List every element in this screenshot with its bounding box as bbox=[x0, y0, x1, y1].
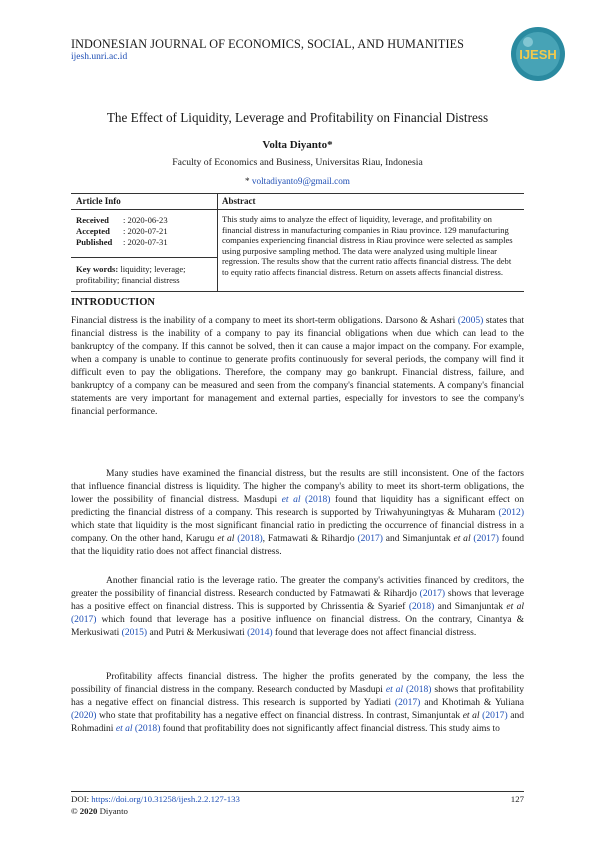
citation-link[interactable]: (2017) bbox=[357, 533, 383, 545]
citation-link[interactable]: (2005) bbox=[457, 315, 484, 326]
article-info-table bbox=[71, 193, 524, 291]
citation-link[interactable]: (2020) bbox=[71, 710, 97, 722]
text-run: which found that leverage has a positive influence on financial distress. On the contrary, Cinantya & Merkusiwati bbox=[71, 614, 524, 639]
keywords-value: liquidity; leverage; profitability; financial distress bbox=[76, 264, 186, 285]
received-label: Received bbox=[76, 215, 109, 225]
journal-logo-icon bbox=[510, 26, 566, 82]
paragraph-4 bbox=[71, 670, 524, 735]
table-header-rule bbox=[71, 209, 524, 210]
text-run: Another financial ratio is the leverage ratio. The greater the company's activities financed by creditors, the greater the possibility of financial distress. Research conducted by Fatmawati & Rihardjo bbox=[71, 575, 524, 600]
citation-link[interactable]: (2018) bbox=[234, 533, 263, 545]
article-dates bbox=[76, 215, 168, 248]
author-affiliation: Faculty of Economics and Business, Universitas Riau, Indonesia bbox=[172, 157, 423, 168]
citation-link[interactable]: (2014) bbox=[247, 627, 273, 639]
citation-link[interactable]: (2015) bbox=[121, 627, 148, 639]
text-run: shows that profitability has a negative effect on financial distress. This research is supported by Yadiati bbox=[71, 684, 525, 709]
received-date bbox=[76, 215, 168, 226]
text-run: and Simanjuntak bbox=[382, 533, 454, 545]
citation-etal: et al bbox=[462, 710, 480, 722]
logo-text: IJESH bbox=[519, 47, 557, 62]
text-run: Many studies have examined the financial distress, but the results are still inconsistent. One of the factors that influence financial distress is liquidity. The higher the company's ability to meet its short-term obligations, the lower the possibility of financial distress. Masdupi bbox=[71, 468, 524, 506]
text-run: who state that profitability has a negative effect on financial distress. In contrast, Simanjuntak bbox=[96, 710, 463, 722]
citation-link[interactable]: (2017) bbox=[470, 533, 499, 545]
citation-etal: et al bbox=[385, 684, 404, 696]
citation-link[interactable]: (2017) bbox=[479, 710, 508, 722]
text-run: and Rohmadini bbox=[71, 710, 525, 735]
citation-link[interactable]: (2017) bbox=[419, 588, 446, 600]
table-bottom-rule bbox=[71, 291, 524, 292]
page-number: 127 bbox=[510, 794, 524, 804]
keywords bbox=[76, 264, 216, 285]
text-run: Profitability affects financial distress. The higher the profits generated by the company, the less the possibility of financial distress in the company. Research conducted by Masdupi bbox=[71, 671, 524, 696]
text-run: and Khotimah & Yuliana bbox=[420, 697, 524, 709]
citation-link[interactable]: (2018) bbox=[408, 601, 435, 613]
footer-copyright bbox=[71, 806, 128, 816]
keywords-label: Key words: bbox=[76, 264, 119, 274]
text-run: shows that leverage has a positive effect on financial distress. This is supported by Chrissentia & Syarief bbox=[71, 588, 524, 613]
text-run: found that profitability does not significantly affect financial distress. This study aims to bbox=[160, 723, 500, 735]
citation-link[interactable]: (2017) bbox=[394, 697, 421, 709]
published-label: Published bbox=[76, 237, 113, 247]
citation-etal: et al bbox=[115, 723, 133, 735]
journal-logo bbox=[510, 26, 566, 82]
text-run: Financial distress is the inability of a company to meet its short-term obligations. Darsono & Ashari bbox=[71, 315, 458, 326]
text-run: found that leverage does not affect financial distress. bbox=[272, 627, 477, 639]
footer-doi bbox=[71, 794, 240, 804]
abstract-text: This study aims to analyze the effect of liquidity, leverage, and profitability on financial distress in manufacturing companies in Riau province. 129 manufacturing companies experiencing financial distress in Riau province were selected as samples using purposive sampling method. The data were analyzed using multiple linear regression. The results show that the current ratio affects financial distress. The debt to equity ratio affects financial distress. Return on assets affects financial distress. bbox=[222, 214, 513, 277]
email-asterisk: * bbox=[245, 176, 250, 186]
copyright-year: © 2020 bbox=[71, 806, 98, 816]
citation-etal: et al bbox=[281, 494, 301, 506]
citation-etal: et al bbox=[453, 533, 471, 545]
table-column-divider bbox=[217, 193, 218, 291]
citation-link[interactable]: (2018) bbox=[300, 494, 331, 506]
journal-url-link[interactable]: ijesh.unri.ac.id bbox=[71, 52, 128, 62]
accepted-value: : 2020-07-21 bbox=[123, 226, 168, 236]
citation-etal: et al bbox=[217, 533, 235, 545]
accepted-label: Accepted bbox=[76, 226, 110, 236]
citation-link[interactable]: (2018) bbox=[403, 684, 432, 696]
paragraph-3 bbox=[71, 574, 524, 639]
published-value: : 2020-07-31 bbox=[123, 237, 168, 247]
text-run: found that liquidity has a significant effect on predicting the financial distress of a company. This research is supported by Triwahyuningtyas & Muharam bbox=[71, 494, 524, 519]
section-heading-introduction: INTRODUCTION bbox=[71, 297, 156, 308]
info-divider-rule bbox=[71, 257, 217, 258]
text-run: states that financial distress is the inability of a company to pay its financial obligations when due which can lead to the bankruptcy of the company. If this cannot be solved, then it can cause a major impact on the company. For example, when a company is unable to continue to generate profits continuously for several periods, the company will find it difficult even to pay the obligations. Therefore, the company may go bankrupt. Financial distress, failure, and bankruptcy of a company can be measured and seen from the company's financial statements. A company's financial statements are very important for management and external parties, especially for investors to see the company's financial performance. bbox=[71, 315, 524, 418]
citation-link[interactable]: (2018) bbox=[132, 723, 161, 735]
citation-etal: et al bbox=[506, 601, 525, 613]
copyright-holder: Diyanto bbox=[97, 806, 128, 816]
accepted-date bbox=[76, 226, 168, 237]
paragraph-2 bbox=[71, 467, 524, 558]
table-top-rule bbox=[71, 193, 524, 194]
text-run: and Putri & Merkusiwati bbox=[147, 627, 248, 639]
text-run: which state that liquidity is the most significant financial ratio in predicting the occurrence of financial distress in a company. On the other hand, Karugu bbox=[71, 520, 524, 545]
citation-link[interactable]: (2017) bbox=[71, 614, 97, 626]
text-run: found that the liquidity ratio does not affect financial distress. bbox=[71, 533, 524, 558]
paragraph-1 bbox=[71, 314, 524, 418]
abstract-heading: Abstract bbox=[222, 196, 256, 206]
footer-rule bbox=[71, 791, 524, 792]
doi-link[interactable]: https://doi.org/10.31258/ijesh.2.2.127-133 bbox=[91, 794, 240, 804]
journal-name: INDONESIAN JOURNAL OF ECONOMICS, SOCIAL, AND HUMANITIES bbox=[71, 37, 465, 51]
article-author: Volta Diyanto* bbox=[262, 139, 333, 151]
text-run: , Fatmawati & Rihardjo bbox=[262, 533, 358, 545]
article-info-heading: Article Info bbox=[76, 196, 121, 206]
doi-label: DOI: bbox=[71, 794, 92, 804]
citation-link[interactable]: (2012) bbox=[498, 507, 524, 519]
received-value: : 2020-06-23 bbox=[123, 215, 168, 225]
text-run: and Simanjuntak bbox=[434, 601, 507, 613]
author-email-link[interactable]: voltadiyanto9@gmail.com bbox=[251, 176, 350, 186]
author-email-line bbox=[0, 176, 595, 186]
published-date bbox=[76, 237, 168, 248]
article-title: The Effect of Liquidity, Leverage and Profitability on Financial Distress bbox=[106, 110, 489, 125]
